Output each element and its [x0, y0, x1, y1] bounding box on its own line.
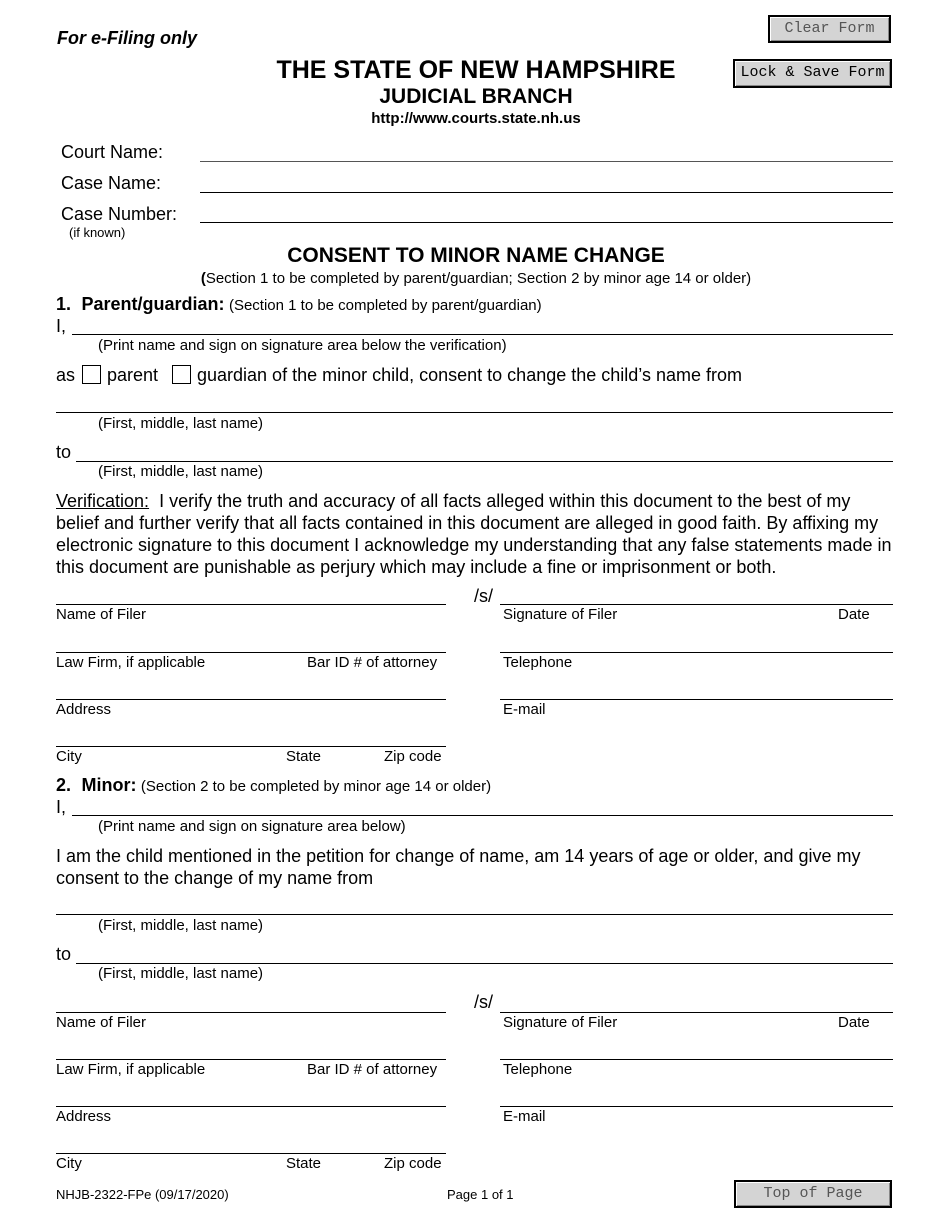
s2-law-firm-label: Law Firm, if applicable — [56, 1061, 206, 1078]
s1-signature-line — [500, 604, 893, 605]
s1-new-name-input[interactable] — [76, 439, 893, 461]
s1-date-label: Date — [838, 606, 870, 623]
s2-city-label: City — [56, 1155, 82, 1172]
s1-zip-label: Zip code — [384, 748, 442, 765]
court-url: http://www.courts.state.nh.us — [371, 110, 581, 127]
s2-name-of-filer-label: Name of Filer — [56, 1014, 147, 1031]
s1-state-label: State — [286, 748, 322, 765]
s1-name-of-filer-line — [56, 604, 446, 605]
s1-name-hint-2: (First, middle, last name) — [98, 463, 264, 480]
parent-checkbox[interactable] — [82, 365, 101, 384]
section1-heading — [56, 294, 542, 315]
s2-signature-label: Signature of Filer — [503, 1014, 618, 1031]
s1-telephone-label: Telephone — [503, 654, 573, 671]
s1-city-label: City — [56, 748, 82, 765]
s2-telephone-input[interactable] — [500, 1037, 893, 1059]
s2-statement: I am the child mentioned in the petition for change of name, am 14 years of age or older, and give my consent to the change of my name from — [56, 846, 861, 888]
case-number-line — [200, 222, 893, 223]
s2-name-of-filer-line — [56, 1012, 446, 1013]
s2-telephone-label: Telephone — [503, 1061, 573, 1078]
subtitle-paren: ( — [200, 270, 206, 287]
court-name-label: Court Name: — [61, 142, 164, 162]
s1-current-name-line — [56, 412, 893, 413]
parent-label: parent — [107, 365, 159, 385]
s2-bar-id-label: Bar ID # of attorney — [307, 1061, 438, 1078]
verification-text: I verify the truth and accuracy of all facts alleged within this document to the best of my belief and further verify that all facts contained in this document are alleged in good faith. By affixing my electronic signature to this document I acknowledge my understanding that any false statements made in this document are punishable as perjury which may include a fine or imprisonment or both. — [56, 491, 892, 577]
verification-label: Verification: — [56, 491, 150, 511]
s2-state-label: State — [286, 1155, 322, 1172]
s2-new-name-input[interactable] — [76, 941, 893, 963]
branch-title: JUDICIAL BRANCH — [379, 85, 573, 108]
s1-signature-input[interactable] — [500, 583, 893, 605]
section2-title: Minor: — [81, 775, 137, 795]
s1-email-line — [500, 699, 893, 700]
s2-signature-line — [500, 1012, 893, 1013]
verification-paragraph — [56, 490, 896, 578]
s2-city-line — [56, 1153, 446, 1154]
s2-city-state-zip-input[interactable] — [56, 1131, 446, 1153]
s2-name-of-filer-input[interactable] — [56, 990, 446, 1012]
if-known-note: (if known) — [69, 225, 126, 240]
case-name-input[interactable] — [200, 170, 893, 192]
case-number-label: Case Number: — [61, 204, 178, 224]
s2-address-input[interactable] — [56, 1084, 446, 1106]
guardian-text: guardian of the minor child, consent to change the child’s name from — [197, 365, 742, 385]
s2-print-note: (Print name and sign on signature area below) — [98, 818, 406, 835]
s1-law-firm-line — [56, 652, 446, 653]
s1-law-firm-label: Law Firm, if applicable — [56, 654, 206, 671]
s2-signature-input[interactable] — [500, 990, 893, 1012]
s1-sig-prefix: /s/ — [474, 586, 494, 606]
s1-print-note: (Print name and sign on signature area below the verification) — [98, 337, 507, 354]
s1-signature-label: Signature of Filer — [503, 606, 618, 623]
subtitle-text: Section 1 to be completed by parent/guardian; Section 2 by minor age 14 or older) — [205, 270, 752, 287]
s1-address-label: Address — [56, 701, 112, 718]
s1-telephone-line — [500, 652, 893, 653]
s2-i-label: I, — [56, 797, 67, 817]
case-name-label: Case Name: — [61, 173, 162, 193]
s1-telephone-input[interactable] — [500, 630, 893, 652]
section2-note: (Section 2 to be completed by minor age 14 or older) — [140, 778, 492, 795]
state-title: THE STATE OF NEW HAMPSHIRE — [276, 56, 676, 84]
efiling-notice: For e-Filing only — [57, 28, 197, 48]
top-of-page-button[interactable]: Top of Page — [734, 1180, 892, 1208]
form-subtitle — [0, 270, 950, 287]
s1-law-firm-input[interactable] — [56, 630, 446, 652]
s1-email-input[interactable] — [500, 677, 893, 699]
s2-email-line — [500, 1106, 893, 1107]
s2-law-firm-input[interactable] — [56, 1037, 446, 1059]
section1-number: 1. — [56, 294, 72, 314]
s2-email-input[interactable] — [500, 1084, 893, 1106]
s2-current-name-input[interactable] — [56, 892, 893, 914]
guardian-checkbox[interactable] — [172, 365, 191, 384]
lock-save-form-button[interactable]: Lock & Save Form — [733, 59, 892, 88]
s1-parent-name-input[interactable] — [72, 313, 893, 335]
s1-city-line — [56, 746, 446, 747]
s1-to-label: to — [56, 442, 72, 462]
s1-name-of-filer-label: Name of Filer — [56, 606, 147, 623]
s2-name-hint-1: (First, middle, last name) — [98, 917, 264, 934]
s1-bar-id-label: Bar ID # of attorney — [307, 654, 438, 671]
form-id: NHJB-2322-FPe (09/17/2020) — [56, 1187, 229, 1202]
s1-as-label: as — [56, 365, 76, 385]
court-name-line — [200, 161, 893, 162]
s1-name-hint-1: (First, middle, last name) — [98, 415, 264, 432]
s2-minor-name-line — [72, 815, 893, 816]
s2-address-line — [56, 1106, 446, 1107]
s1-address-input[interactable] — [56, 677, 446, 699]
s2-telephone-line — [500, 1059, 893, 1060]
s2-law-firm-line — [56, 1059, 446, 1060]
s1-parent-name-line — [72, 334, 893, 335]
s1-email-label: E-mail — [503, 701, 546, 718]
clear-form-button[interactable]: Clear Form — [768, 15, 891, 43]
s2-address-label: Address — [56, 1108, 112, 1125]
case-name-line — [200, 192, 893, 193]
section2-heading — [56, 775, 491, 796]
s1-name-of-filer-input[interactable] — [56, 583, 446, 605]
court-name-input[interactable] — [200, 140, 893, 162]
form-title: CONSENT TO MINOR NAME CHANGE — [287, 244, 665, 267]
s1-i-label: I, — [56, 316, 67, 336]
section1-title: Parent/guardian: — [81, 294, 225, 314]
s1-current-name-input[interactable] — [56, 390, 893, 412]
s1-new-name-line — [76, 461, 893, 462]
s2-current-name-line — [56, 914, 893, 915]
s2-date-label: Date — [838, 1014, 870, 1031]
s2-new-name-line — [76, 963, 893, 964]
s2-name-hint-2: (First, middle, last name) — [98, 965, 264, 982]
s2-email-label: E-mail — [503, 1108, 546, 1125]
case-number-input[interactable] — [200, 200, 893, 222]
section2-number: 2. — [56, 775, 72, 795]
s1-city-state-zip-input[interactable] — [56, 724, 446, 746]
s1-address-line — [56, 699, 446, 700]
s2-sig-prefix: /s/ — [474, 992, 494, 1012]
section1-note: (Section 1 to be completed by parent/guardian) — [228, 297, 542, 314]
s2-minor-name-input[interactable] — [72, 794, 893, 816]
s2-to-label: to — [56, 944, 72, 964]
page-number: Page 1 of 1 — [447, 1187, 514, 1202]
s2-zip-label: Zip code — [384, 1155, 442, 1172]
